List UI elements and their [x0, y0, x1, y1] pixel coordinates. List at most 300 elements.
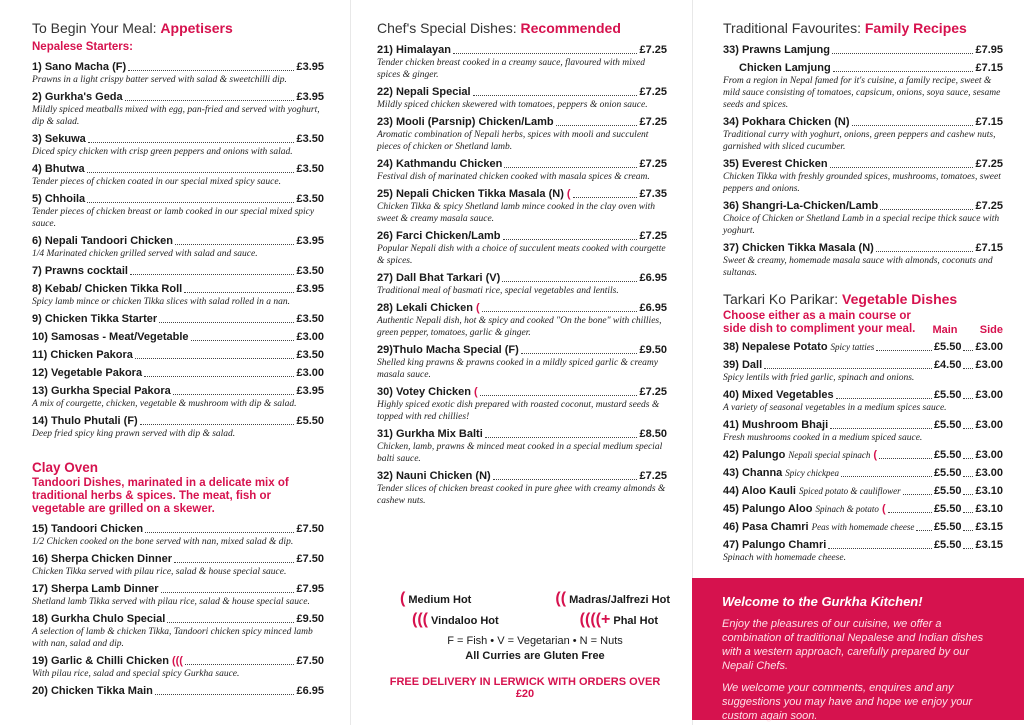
item-price: £7.50 — [296, 655, 324, 667]
legend-row — [400, 592, 670, 607]
menu-item — [723, 199, 1003, 237]
item-description: Tender chicken breast cooked in a creamy sauce, flavoured with mixed spices & ginger. — [377, 58, 645, 80]
legend-label: Phal Hot — [613, 615, 658, 627]
menu-item-row — [32, 366, 324, 380]
menu-item — [377, 469, 667, 507]
leader-dots — [916, 530, 932, 531]
item-description: Sweet & creamy, homemade masala sauce with almonds, coconuts and sultanas. — [723, 256, 993, 278]
item-name: 4) Bhutwa — [32, 163, 85, 175]
menu-item — [32, 522, 324, 548]
heading-text: Traditional Favourites: — [723, 20, 865, 36]
leader-dots — [135, 358, 295, 359]
menu-item — [723, 418, 1003, 444]
menu-item — [32, 654, 324, 680]
menu-item — [32, 330, 324, 344]
item-main-price: £5.50 — [933, 341, 962, 353]
menu-item-row — [32, 234, 324, 248]
item-name: 15) Tandoori Chicken — [32, 523, 144, 535]
leader-dots — [963, 350, 973, 351]
menu-item-row — [32, 612, 324, 626]
menu-item-row — [32, 552, 324, 566]
item-price: £7.95 — [296, 583, 324, 595]
leader-dots — [573, 197, 638, 198]
legend-label: Madras/Jalfrezi Hot — [569, 594, 670, 606]
menu-item-row — [377, 385, 667, 399]
leader-dots — [963, 428, 973, 429]
menu-item — [723, 484, 1003, 498]
main-label: Main — [932, 324, 958, 336]
menu-item-row — [32, 264, 324, 278]
item-price: £3.50 — [296, 193, 324, 205]
menu-item-row — [723, 466, 1003, 480]
menu-item-row — [377, 427, 667, 441]
item-description: Spinach with homemade cheese. — [723, 553, 846, 563]
item-price: £3.95 — [296, 61, 324, 73]
menu-item-row — [723, 115, 1003, 129]
menu-item — [32, 282, 324, 308]
leader-dots — [161, 592, 295, 593]
family-recipes-heading — [723, 20, 1003, 37]
chili-icon: ( — [473, 386, 478, 398]
item-inline-note: Peas with homemade cheese — [811, 522, 915, 532]
item-price: £7.25 — [639, 86, 667, 98]
leader-dots — [453, 53, 637, 54]
heading-accent: Vegetable Dishes — [842, 291, 958, 307]
item-side-price: £3.00 — [975, 449, 1003, 461]
item-description: Festival dish of marinated chicken cooked with masala spices & cream. — [377, 172, 650, 182]
item-main-price: £5.50 — [933, 503, 962, 515]
item-name: Chicken Lamjung — [739, 62, 831, 74]
leader-dots — [828, 548, 932, 549]
menu-item-row — [32, 60, 324, 74]
leader-dots — [87, 172, 295, 173]
item-name: 28) Lekali Chicken — [377, 302, 473, 314]
leader-dots — [879, 458, 932, 459]
item-name: 11) Chicken Pakora — [32, 349, 133, 361]
item-name: 17) Sherpa Lamb Dinner — [32, 583, 159, 595]
item-description: Tender pieces of chicken breast or lamb cooked in our special mixed spicy sauce. — [32, 207, 315, 229]
chili-icon: ( — [400, 590, 406, 607]
item-side-price: £3.10 — [975, 503, 1003, 515]
item-price: £7.25 — [639, 116, 667, 128]
welcome-title: Welcome to the Gurkha Kitchen! — [722, 594, 923, 609]
menu-item — [32, 552, 324, 578]
chili-icon: ( — [881, 503, 886, 515]
item-price: £8.50 — [639, 428, 667, 440]
menu-item — [32, 612, 324, 650]
item-price: £3.50 — [296, 163, 324, 175]
legend-row — [400, 613, 670, 628]
leader-dots — [852, 125, 974, 126]
leader-dots — [963, 494, 973, 495]
menu-item-row — [32, 90, 324, 104]
item-price: £3.95 — [296, 235, 324, 247]
leader-dots — [167, 622, 294, 623]
menu-item — [32, 264, 324, 278]
item-description: Shelled king prawns & prawns cooked in a mildly spiced garlic & creamy masala sauce. — [377, 358, 658, 380]
fold-line — [350, 0, 351, 725]
item-name: 23) Mooli (Parsnip) Chicken/Lamb — [377, 116, 554, 128]
item-description: A variety of seasonal vegetables in a medium spices sauce. — [723, 403, 947, 413]
leader-dots — [174, 562, 294, 563]
item-price: £3.00 — [296, 331, 324, 343]
menu-item — [32, 582, 324, 608]
item-description: Traditional meal of basmati rice, special vegetables and lentils. — [377, 286, 619, 296]
family-recipes-list — [723, 43, 1003, 279]
item-price: £7.15 — [975, 62, 1003, 74]
item-description: Fresh mushrooms cooked in a medium spiced sauce. — [723, 433, 923, 443]
item-price: £6.95 — [296, 685, 324, 697]
menu-item-row — [32, 192, 324, 206]
leader-dots — [480, 395, 638, 396]
menu-item-row — [723, 199, 1003, 213]
item-name: 24) Kathmandu Chicken — [377, 158, 503, 170]
item-price: £7.15 — [975, 116, 1003, 128]
item-main-price: £5.50 — [933, 467, 962, 479]
item-name: 14) Thulo Phutali (F) — [32, 415, 138, 427]
item-price: £7.25 — [639, 470, 667, 482]
menu-item-row — [723, 43, 1003, 57]
item-name: 7) Prawns cocktail — [32, 265, 128, 277]
leader-dots — [888, 512, 932, 513]
item-price: £9.50 — [296, 613, 324, 625]
welcome-panel — [692, 578, 1024, 720]
leader-dots — [836, 398, 932, 399]
vegetable-list — [723, 340, 1003, 564]
menu-item-row — [723, 520, 1003, 534]
item-side-price: £3.00 — [975, 419, 1003, 431]
legend-phal — [580, 613, 658, 628]
menu-item — [32, 348, 324, 362]
item-name: 2) Gurkha's Geda — [32, 91, 123, 103]
menu-item — [377, 301, 667, 339]
item-name: 31) Gurkha Mix Balti — [377, 428, 483, 440]
item-name: 12) Vegetable Pakora — [32, 367, 143, 379]
nepalese-starters-subheading: Nepalese Starters: — [32, 41, 133, 53]
item-main-price: £5.50 — [933, 539, 962, 551]
item-side-price: £3.00 — [975, 389, 1003, 401]
item-name: 41) Mushroom Bhaji — [723, 419, 829, 431]
item-name: 36) Shangri-La-Chicken/Lamb — [723, 200, 879, 212]
leader-dots — [963, 398, 973, 399]
item-name: 8) Kebab/ Chicken Tikka Roll — [32, 283, 183, 295]
item-description: Chicken Tikka & spicy Shetland lamb mince cooked in the clay oven with sweet & creamy masala sauce. — [377, 202, 656, 224]
chili-icon: ( — [873, 449, 878, 461]
menu-item — [377, 187, 667, 225]
item-description: A selection of lamb & chicken Tikka, Tandoori chicken spicy minced lamb with nan, salad and dip. — [32, 627, 313, 649]
leader-dots — [830, 428, 932, 429]
item-name: 13) Gurkha Special Pakora — [32, 385, 171, 397]
item-name: 40) Mixed Vegetables — [723, 389, 834, 401]
leader-dots — [191, 340, 295, 341]
menu-item-row — [32, 654, 324, 668]
heading-accent: Recommended — [520, 20, 621, 36]
item-description: Chicken Tikka with freshly grounded spices, mushrooms, tomatoes, sweet peppers and onions. — [723, 172, 1001, 194]
menu-item-row — [32, 522, 324, 536]
item-side-price: £3.10 — [975, 485, 1003, 497]
recommended-column — [377, 20, 667, 511]
menu-item — [723, 502, 1003, 516]
legend-vindaloo — [412, 613, 499, 628]
menu-item-row — [32, 414, 324, 428]
menu-item-row — [32, 582, 324, 596]
leader-dots — [521, 353, 638, 354]
item-name: 47) Palungo Chamri — [723, 539, 827, 551]
menu-item — [377, 157, 667, 183]
leader-dots — [963, 368, 973, 369]
menu-item — [723, 43, 1003, 57]
item-description: Choice of Chicken or Shetland Lamb in a special recipe thick sauce with yoghurt. — [723, 214, 1000, 236]
item-name: 39) Dall — [723, 359, 763, 371]
leader-dots — [482, 311, 638, 312]
leader-dots — [504, 167, 637, 168]
legend-label: Vindaloo Hot — [431, 615, 499, 627]
menu-item-row — [723, 241, 1003, 255]
leader-dots — [963, 548, 973, 549]
menu-item — [377, 343, 667, 381]
item-name: 9) Chicken Tikka Starter — [32, 313, 158, 325]
item-price: £7.95 — [975, 44, 1003, 56]
item-name: 18) Gurkha Chulo Special — [32, 613, 166, 625]
item-price: £3.50 — [296, 133, 324, 145]
item-price: £7.25 — [639, 158, 667, 170]
item-side-price: £3.15 — [975, 521, 1003, 533]
leader-dots — [503, 239, 638, 240]
clay-oven-list — [32, 522, 324, 698]
item-price: £5.50 — [296, 415, 324, 427]
item-price: £7.25 — [975, 158, 1003, 170]
menu-item — [377, 271, 667, 297]
heading-text: To Begin Your Meal: — [32, 20, 161, 36]
menu-item — [723, 466, 1003, 480]
menu-item-row — [377, 229, 667, 243]
menu-item-row — [723, 538, 1003, 552]
menu-item-row — [723, 157, 1003, 171]
item-price: £3.00 — [296, 367, 324, 379]
item-name: 25) Nepali Chicken Tikka Masala (N) — [377, 188, 564, 200]
leader-dots — [903, 494, 932, 495]
leader-dots — [963, 530, 973, 531]
leader-dots — [556, 125, 638, 126]
leader-dots — [128, 70, 294, 71]
leader-dots — [841, 476, 932, 477]
item-description: From a region in Nepal famed for it's cuisine, a family recipe, sweet & mild sauce consisting of tomatoes, capsicum, onions, soya sauce, sesame seeds and spices. — [723, 76, 1001, 110]
menu-item — [32, 366, 324, 380]
item-main-price: £5.50 — [933, 419, 962, 431]
menu-item — [723, 340, 1003, 354]
item-name: 32) Nauni Chicken (N) — [377, 470, 491, 482]
menu-item — [32, 132, 324, 158]
leader-dots — [144, 376, 294, 377]
chili-icon: ((((+ — [579, 611, 611, 628]
menu-item-row — [377, 343, 667, 357]
item-price: £3.50 — [296, 349, 324, 361]
item-main-price: £4.50 — [933, 359, 962, 371]
item-name: 42) Palungo — [723, 449, 786, 461]
leader-dots — [833, 71, 974, 72]
item-description: Prawns in a light crispy batter served with salad & sweetchilli dip. — [32, 75, 287, 85]
menu-item-row — [377, 271, 667, 285]
chili-icon: ( — [476, 302, 480, 314]
item-price: £7.25 — [639, 230, 667, 242]
menu-item — [723, 520, 1003, 534]
item-name: 22) Nepali Special — [377, 86, 471, 98]
item-description: Diced spicy chicken with crisp green peppers and onions with salad. — [32, 147, 293, 157]
item-price: £7.25 — [975, 200, 1003, 212]
menu-item — [32, 414, 324, 440]
leader-dots — [125, 100, 295, 101]
item-description: Popular Nepali dish with a choice of succulent meats cooked with courgette & spices. — [377, 244, 666, 266]
item-side-price: £3.15 — [975, 539, 1003, 551]
menu-item-row — [377, 115, 667, 129]
item-name: 46) Pasa Chamri — [723, 521, 809, 533]
legend-label: Medium Hot — [408, 594, 472, 606]
item-inline-note: Spicy tatties — [830, 342, 875, 352]
menu-item-row — [32, 684, 324, 698]
item-price: £3.95 — [296, 283, 324, 295]
menu-item-row — [377, 43, 667, 57]
menu-item — [32, 60, 324, 86]
menu-item — [32, 312, 324, 326]
leader-dots — [880, 209, 973, 210]
item-name: 35) Everest Chicken — [723, 158, 828, 170]
item-price: £7.35 — [639, 188, 667, 200]
family-recipes-column — [723, 20, 1003, 568]
menu-item-row — [32, 348, 324, 362]
menu-item — [32, 684, 324, 698]
item-description: Authentic Nepali dish, hot & spicy and cooked "On the bone" with chillies, green pepper, tomatoes, garlic & ginger. — [377, 316, 662, 338]
item-name: 30) Votey Chicken — [377, 386, 471, 398]
vegetable-subheading-row — [723, 310, 1003, 336]
chili-icon: ( — [566, 188, 571, 200]
menu-item — [723, 157, 1003, 195]
item-name: 45) Palungo Aloo — [723, 503, 813, 515]
side-label: Side — [979, 324, 1003, 336]
appetiser-list — [32, 60, 324, 440]
dietary-key: F = Fish • V = Vegetarian • N = Nuts — [447, 635, 623, 647]
item-name: 6) Nepali Tandoori Chicken — [32, 235, 173, 247]
vegetable-heading — [723, 291, 1003, 308]
item-description: With pilau rice, salad and special spicy Gurkha sauce. — [32, 669, 240, 679]
leader-dots — [493, 479, 638, 480]
menu-item-row — [723, 484, 1003, 498]
menu-item-row — [377, 187, 667, 201]
spice-legend — [400, 592, 670, 664]
item-name: 3) Sekuwa — [32, 133, 86, 145]
item-name: 26) Farci Chicken/Lamb — [377, 230, 501, 242]
item-description: Mildly spiced chicken skewered with tomatoes, peppers & onion sauce. — [377, 100, 648, 110]
item-name: 16) Sherpa Chicken Dinner — [32, 553, 172, 565]
menu-item — [723, 61, 1003, 111]
menu-item-row — [377, 85, 667, 99]
item-description: Chicken Tikka served with pilau rice, salad & house special sauce. — [32, 567, 287, 577]
item-price: £3.95 — [296, 91, 324, 103]
item-name: 29)Thulo Macha Special (F) — [377, 344, 519, 356]
menu-item-row — [723, 61, 1003, 75]
welcome-paragraph: We welcome your comments, enquires and any suggestions you may have and hope we enjoy your custom again soon. — [722, 682, 973, 722]
menu-item-row — [723, 418, 1003, 432]
item-description: Tender slices of chicken breast cooked in pure ghee with creamy almonds & cashew nuts. — [377, 484, 666, 506]
menu-item — [377, 43, 667, 81]
item-name: 1) Sano Macha (F) — [32, 61, 127, 73]
menu-item — [32, 162, 324, 188]
leader-dots — [145, 532, 294, 533]
item-description: Highly spiced exotic dish prepared with roasted coconut, mustard seeds & topped with red chillies! — [377, 400, 660, 422]
item-description: Spicy lentils with fried garlic, spinach and onions. — [723, 373, 915, 383]
item-description: Tender pieces of chicken coated in our special mixed spicy sauce. — [32, 177, 281, 187]
item-price: £3.50 — [296, 313, 324, 325]
leader-dots — [832, 53, 973, 54]
leader-dots — [830, 167, 974, 168]
leader-dots — [88, 142, 295, 143]
menu-item — [377, 427, 667, 465]
menu-item-row — [32, 330, 324, 344]
recommended-heading — [377, 20, 667, 37]
leader-dots — [175, 244, 294, 245]
item-side-price: £3.00 — [975, 359, 1003, 371]
leader-dots — [963, 476, 973, 477]
vegetable-subheading: Choose either as a main course or side dish to compliment your meal. — [723, 310, 916, 335]
item-description: 1/4 Marinated chicken grilled served with salad and sauce. — [32, 249, 258, 259]
appetisers-column — [32, 20, 324, 702]
menu-item-row — [377, 301, 667, 315]
item-inline-note: Spicy chickpea — [785, 468, 840, 478]
item-description: Aromatic combination of Nepali herbs, spices with mooli and succulent pieces of chicken or Shetland lamb. — [377, 130, 649, 152]
menu-item-row — [723, 502, 1003, 516]
menu-item-row — [32, 132, 324, 146]
leader-dots — [963, 458, 973, 459]
item-name: 33) Prawns Lamjung — [723, 44, 830, 56]
heading-text: Chef's Special Dishes: — [377, 20, 521, 36]
menu-item — [377, 385, 667, 423]
leader-dots — [87, 202, 294, 203]
leader-dots — [485, 437, 638, 438]
menu-item — [377, 85, 667, 111]
menu-item — [723, 538, 1003, 564]
menu-item-row — [32, 162, 324, 176]
item-name: 21) Himalayan — [377, 44, 451, 56]
chili-icon: (( — [555, 590, 567, 607]
menu-item — [723, 358, 1003, 384]
item-name: 43) Channa — [723, 467, 783, 479]
item-price: £7.25 — [639, 386, 667, 398]
item-description: Mildly spiced meatballs mixed with egg, pan-fried and served with yoghurt, dip & salad. — [32, 105, 320, 127]
main-side-labels — [923, 310, 1003, 336]
heading-accent: Appetisers — [160, 20, 233, 36]
item-side-price: £3.00 — [975, 467, 1003, 479]
chili-icon: ((( — [171, 655, 183, 667]
leader-dots — [173, 394, 295, 395]
item-price: £3.50 — [296, 265, 324, 277]
menu-item-row — [32, 384, 324, 398]
item-price: £3.95 — [296, 385, 324, 397]
item-description: Shetland lamb Tikka served with pilau rice, salad & house special sauce. — [32, 597, 310, 607]
heading-text: Tarkari Ko Parikar: — [723, 291, 843, 307]
item-name: 44) Aloo Kauli — [723, 485, 796, 497]
item-name: 34) Pokhara Chicken (N) — [723, 116, 850, 128]
menu-item-row — [377, 469, 667, 483]
item-price: £7.50 — [296, 523, 324, 535]
item-side-price: £3.00 — [975, 341, 1003, 353]
leader-dots — [185, 664, 295, 665]
item-price: £7.15 — [975, 242, 1003, 254]
leader-dots — [155, 694, 295, 695]
free-delivery-banner: FREE DELIVERY IN LERWICK WITH ORDERS OVER £20 — [389, 676, 661, 700]
item-name: 37) Chicken Tikka Masala (N) — [723, 242, 874, 254]
item-price: £7.25 — [639, 44, 667, 56]
item-main-price: £5.50 — [933, 449, 962, 461]
item-main-price: £5.50 — [933, 485, 962, 497]
